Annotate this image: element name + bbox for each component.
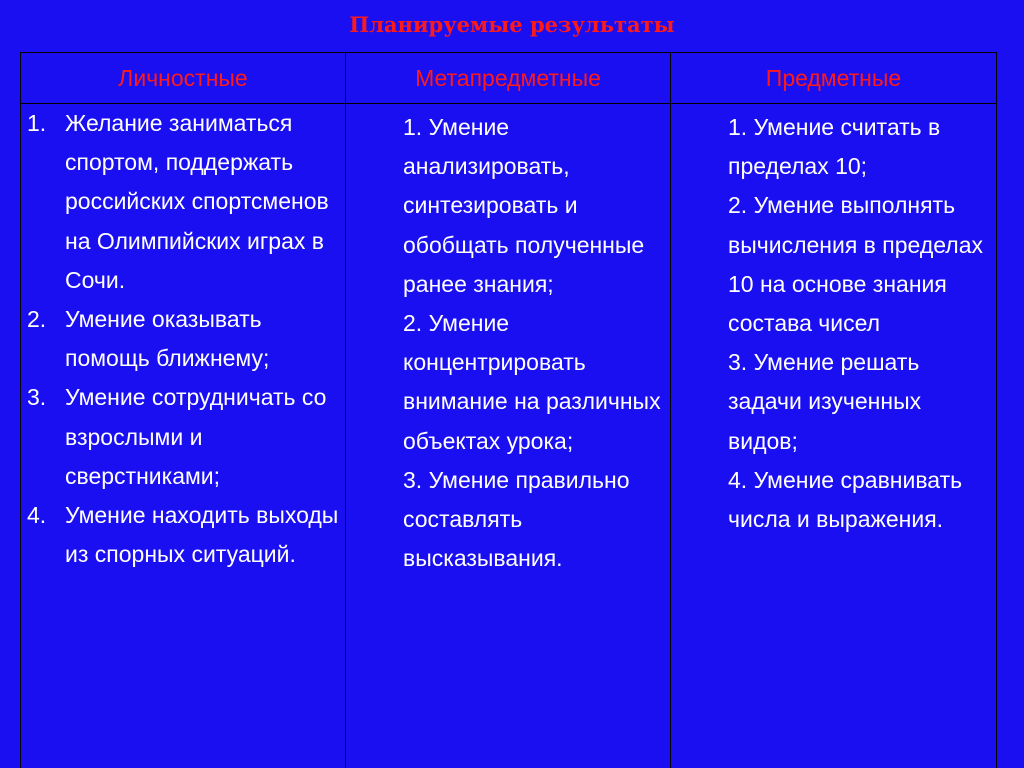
list-item: 2. Умение оказывать помощь ближнему;: [27, 306, 270, 372]
personal-item-text: Умение оказывать помощь ближнему;: [65, 306, 270, 372]
list-item: 2. Умение выполнять вычисления в пределах 10 на основе знания состава чисел: [728, 192, 983, 337]
list-item: 4. Умение сравнивать числа и выражения.: [728, 466, 963, 533]
personal-cell: [21, 104, 346, 768]
metasubject-list: [346, 104, 670, 578]
list-item: 3. Умение решать задачи изученных видов;: [728, 349, 922, 454]
header-subject: Предметные: [671, 53, 997, 104]
list-item: 4. Умение находить выходы из спорных ситуаций.: [27, 502, 339, 568]
subject-list: [671, 104, 996, 539]
personal-item-text: Желание заниматься спортом, поддержать российских спортсменов на Олимпийских играх в Сочи.: [65, 110, 329, 293]
list-item: 3. Умение сотрудничать со взрослыми и сверстниками;: [27, 384, 327, 489]
list-item: 1. Умение анализировать, синтезировать и обобщать полученные ранее знания;: [403, 114, 645, 297]
list-item: 1. Желание заниматься спортом, поддержать российских спортсменов на Олимпийских играх в Сочи.: [27, 110, 329, 293]
list-item: 2. Умение концентрировать внимание на различных объектах урока;: [403, 310, 661, 454]
personal-item-text: Умение находить выходы из спорных ситуаций.: [65, 502, 339, 568]
list-item: 3. Умение правильно составлять высказывания.: [403, 466, 630, 572]
personal-item-text: Умение сотрудничать со взрослыми и сверстниками;: [65, 384, 327, 489]
table-row: [21, 104, 997, 768]
results-table: [20, 52, 997, 768]
header-metasubject: Метапредметные: [346, 53, 671, 104]
page-title: Планируемые результаты: [349, 12, 675, 37]
personal-list: [21, 104, 345, 574]
table-header-row: [21, 53, 997, 104]
list-item: 1. Умение считать в пределах 10;: [728, 114, 941, 180]
subject-cell: [671, 104, 997, 768]
metasubject-cell: [346, 104, 671, 768]
header-personal: Личностные: [21, 53, 346, 104]
